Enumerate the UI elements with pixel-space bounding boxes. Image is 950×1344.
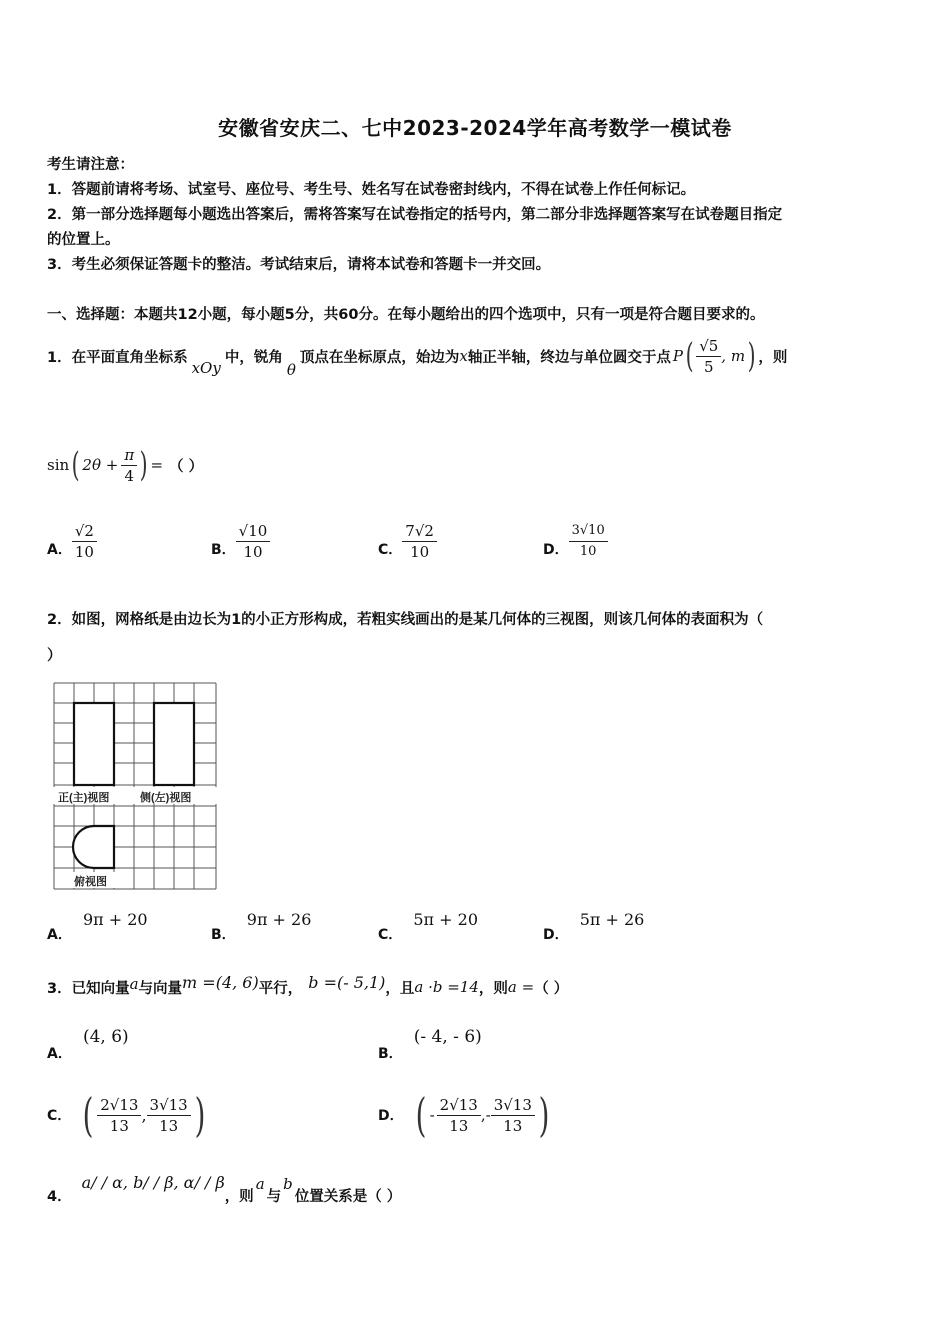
q1-frac-den: 5 <box>703 357 714 376</box>
option-den: 13 <box>159 1116 179 1135</box>
option-num: 3√13 <box>147 1096 191 1116</box>
q1-equals: = <box>150 456 164 474</box>
option-comma: , <box>141 1105 147 1125</box>
option-den: 10 <box>579 544 597 559</box>
q1-frac-sqrt5-over-5 <box>696 337 721 376</box>
q2-option-a[interactable] <box>47 910 148 943</box>
q1-expression <box>47 440 203 490</box>
option-den: 10 <box>74 543 94 561</box>
option-den: 10 <box>410 543 430 561</box>
q1-x: x <box>459 347 468 365</box>
top-view-label: 俯视图 <box>74 876 107 888</box>
q3-option-b[interactable] <box>378 1027 482 1062</box>
q4-a: a <box>255 1175 265 1193</box>
q1-text-1: 1．在平面直角坐标系 <box>47 349 188 366</box>
q1-theta: θ <box>286 361 296 379</box>
q1-frac-pi-over-4 <box>121 446 137 485</box>
q2-option-c[interactable] <box>378 910 479 943</box>
q1-blank: （ ） <box>169 458 204 475</box>
q3-text-5: ，则 <box>478 980 508 997</box>
option-num: 7√2 <box>402 522 437 542</box>
option-den: 10 <box>243 543 263 561</box>
q3-b-vector: b =(- 5,1) <box>308 972 386 992</box>
q3-m-vector: m =(4, 6) <box>182 972 259 992</box>
q1-lparen-2: ( <box>71 445 80 485</box>
q2-option-b[interactable] <box>211 910 312 943</box>
q1-rparen-2: ) <box>139 445 148 485</box>
notice-item-1: 1．答题前请将考场、试室号、座位号、考生号、姓名写在试卷密封线内，不得在试卷上作任何标记。 <box>47 182 696 198</box>
notice-heading: 考生请注意： <box>47 157 134 173</box>
q1-point-p: P <box>672 347 683 365</box>
q1-pi: π <box>121 446 137 466</box>
q3-dot-product: a ·b =14 <box>414 978 479 996</box>
option-expr: 5π + 26 <box>579 910 645 929</box>
option-label: C． <box>47 1108 72 1124</box>
question-3-stem <box>47 972 568 1002</box>
option-expr: 9π + 20 <box>82 910 148 929</box>
question-4-stem <box>47 1172 402 1205</box>
option-label: D． <box>543 927 569 943</box>
option-fraction <box>236 522 271 561</box>
option-frac-2 <box>491 1096 535 1135</box>
option-expr: (4, 6) <box>82 1027 129 1047</box>
option-fraction <box>72 522 97 561</box>
q3-blank: （ ） <box>534 980 569 997</box>
q1-option-b[interactable] <box>211 522 270 561</box>
option-num: √2 <box>72 522 97 542</box>
option-num: 2√13 <box>97 1096 141 1116</box>
option-rparen: ) <box>538 1088 550 1142</box>
option-den: 13 <box>109 1116 129 1135</box>
option-num: 3√13 <box>491 1096 535 1116</box>
q2-option-d[interactable] <box>543 910 645 943</box>
option-label: C． <box>378 541 403 558</box>
q3-text-4: ，且 <box>385 980 415 997</box>
option-lparen: ( <box>415 1088 426 1142</box>
q3-a: a <box>129 975 139 993</box>
q4-number: 4． <box>47 1188 72 1205</box>
option-num: 2√13 <box>437 1096 481 1116</box>
option-label: C． <box>378 927 403 943</box>
option-frac-1 <box>437 1096 481 1135</box>
front-view-label: 正(主)视图 <box>58 792 110 804</box>
q3-a-equals: a = <box>507 978 535 996</box>
option-label: A． <box>47 541 72 558</box>
q1-frac-num: √5 <box>696 337 721 357</box>
question-2-close-paren: ） <box>47 648 62 664</box>
top-view-outline <box>73 826 114 868</box>
q1-text-2: 中，锐角 <box>224 349 283 366</box>
q1-option-a[interactable] <box>47 522 97 561</box>
option-label: B． <box>211 927 236 943</box>
three-view-figure <box>52 681 220 891</box>
q1-text-5: ，则 <box>758 349 788 366</box>
page-title: 安徽省安庆二、七中2023-2024学年高考数学一模试卷 <box>218 116 732 140</box>
option-label: D． <box>543 541 569 558</box>
section-heading: 一、选择题：本题共12小题，每小题5分，共60分。在每小题给出的四个选项中，只有一项是符合题目要求的。 <box>47 307 765 323</box>
option-minus-2: ,- <box>480 1106 491 1124</box>
q3-text-2: 与向量 <box>138 980 183 997</box>
question-1-stem <box>47 333 787 379</box>
q1-lparen: ( <box>685 336 694 376</box>
q4-text-3: 位置关系是（ ） <box>294 1188 402 1205</box>
q1-option-d[interactable] <box>543 522 608 561</box>
q4-text-2: 与 <box>266 1188 282 1205</box>
option-frac-1 <box>97 1096 141 1135</box>
option-label: D． <box>378 1108 404 1124</box>
q4-b: b <box>283 1175 293 1193</box>
q1-rparen: ) <box>747 336 756 376</box>
q3-text-3: 平行， <box>258 980 303 997</box>
side-view-label: 侧(左)视图 <box>140 792 192 804</box>
option-lparen: ( <box>82 1088 94 1142</box>
notice-item-2: 2．第一部分选择题每小题选出答案后，需将答案写在试卷指定的括号内，第二部分非选择题答案写在试卷题目指定 <box>47 207 783 223</box>
q3-option-d[interactable] <box>378 1088 553 1142</box>
option-den: 13 <box>449 1116 469 1135</box>
option-frac-2 <box>147 1096 191 1135</box>
option-expr: 5π + 20 <box>413 910 479 929</box>
q1-text-3: 顶点在坐标原点，始边为 <box>299 349 460 366</box>
option-den: 13 <box>503 1116 523 1135</box>
q1-m: , m <box>721 347 746 365</box>
option-label: A． <box>47 927 72 943</box>
q1-two-theta: 2θ + <box>82 456 119 474</box>
option-label: B． <box>378 1046 403 1062</box>
notice-item-2-cont: 的位置上。 <box>47 232 120 248</box>
option-expr: 9π + 26 <box>246 910 312 929</box>
q1-four: 4 <box>124 466 135 485</box>
q1-text-4: 轴正半轴，终边与单位圆交于点 <box>467 349 671 366</box>
option-expr: (- 4, - 6) <box>413 1027 482 1047</box>
q3-text-1: 3．已知向量 <box>47 980 130 997</box>
question-2-stem: 2．如图，网格纸是由边长为1的小正方形构成，若粗实线画出的是某几何体的三视图，则该几何体的表面积为（ <box>47 612 764 628</box>
option-rparen: ) <box>194 1088 206 1142</box>
notice-item-3: 3．考生必须保证答题卡的整洁。考试结束后，请将本试卷和答题卡一并交回。 <box>47 257 551 273</box>
option-label: B． <box>211 541 236 558</box>
q1-sin: sin <box>47 456 70 474</box>
option-fraction <box>569 522 608 561</box>
option-num: 3√10 <box>569 522 608 542</box>
q1-xoy: xOy <box>191 359 221 377</box>
q4-condition: a/ / α, b/ / β, α/ / β <box>81 1172 225 1192</box>
option-label: A． <box>47 1046 72 1062</box>
q4-text-1: ，则 <box>224 1188 254 1205</box>
q3-option-c[interactable] <box>47 1088 209 1142</box>
option-num: √10 <box>236 522 271 542</box>
q1-option-c[interactable] <box>378 522 437 561</box>
option-minus-1: - <box>429 1106 435 1124</box>
three-view-svg <box>52 681 220 891</box>
q3-option-a[interactable] <box>47 1027 129 1062</box>
option-fraction <box>402 522 437 561</box>
